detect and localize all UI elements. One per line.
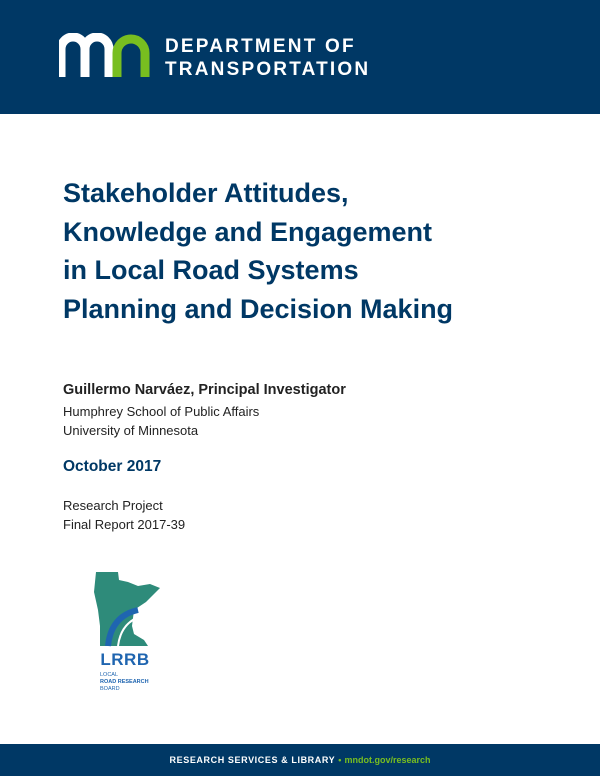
department-line1: DEPARTMENT OF <box>165 36 356 57</box>
report-type: Research Project <box>63 498 163 513</box>
header-banner <box>0 0 600 114</box>
footer-banner <box>0 744 600 776</box>
lrrb-logo <box>88 570 162 695</box>
lrrb-line2: ROAD RESEARCH <box>100 679 149 685</box>
footer-url[interactable]: mndot.gov/research <box>344 755 431 765</box>
minnesota-map-road-icon <box>94 572 160 646</box>
department-line2: TRANSPORTATION <box>165 59 371 80</box>
footer-label: RESEARCH SERVICES & LIBRARY <box>169 755 336 765</box>
mn-logo-icon <box>59 33 151 77</box>
department-title <box>165 35 370 81</box>
principal-investigator: Guillermo Narváez, Principal Investigator <box>63 382 346 398</box>
report-date: October 2017 <box>63 458 162 475</box>
report-title: Stakeholder Attitudes, Knowledge and Engagement in Local Road Systems Planning and Decision Making <box>63 178 454 324</box>
report-number: Final Report 2017-39 <box>63 517 186 532</box>
affiliation-university: University of Minnesota <box>63 423 199 438</box>
lrrb-line3: BOARD <box>100 686 120 692</box>
footer-separator: • <box>338 755 342 765</box>
affiliation-school: Humphrey School of Public Affairs <box>63 404 260 419</box>
lrrb-line1: LOCAL <box>100 672 119 678</box>
lrrb-acronym: LRRB <box>100 650 150 669</box>
